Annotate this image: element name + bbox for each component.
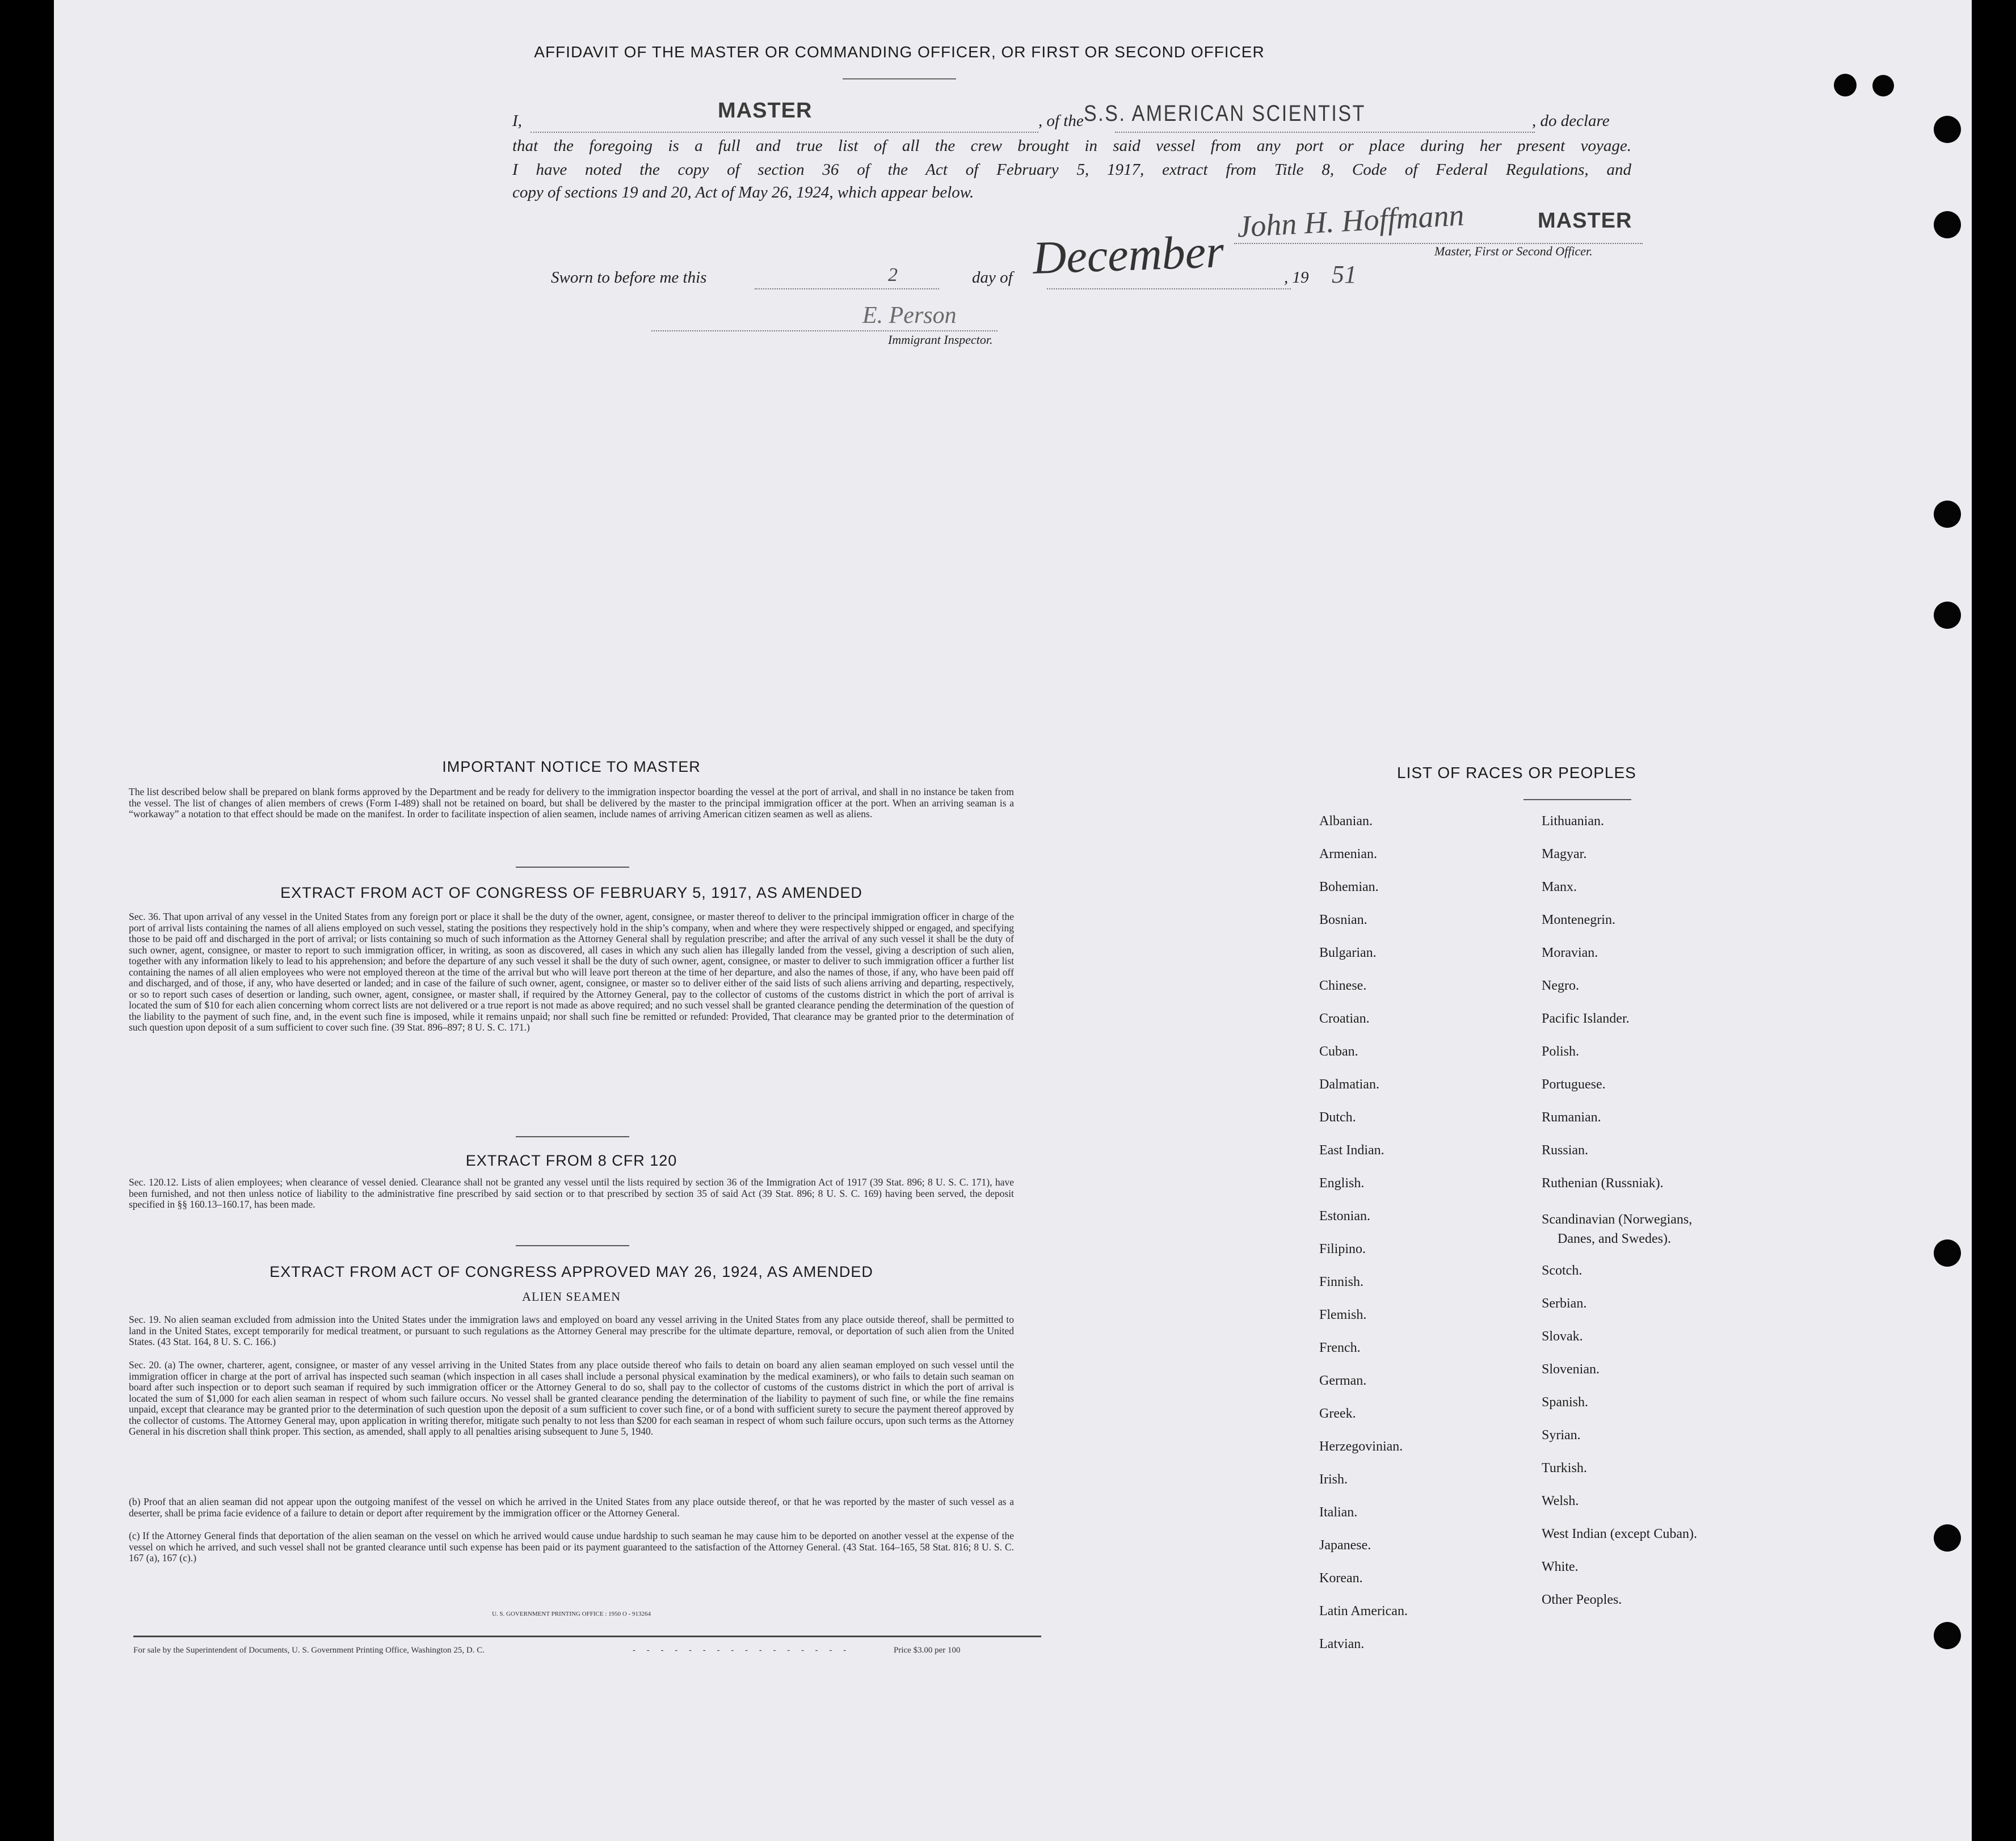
inspector-signature: E. Person bbox=[862, 302, 957, 329]
i-label: I, bbox=[512, 112, 522, 130]
race-item: Irish. bbox=[1319, 1472, 1348, 1487]
inspector-caption: Immigrant Inspector. bbox=[888, 333, 993, 347]
race-item: Scandinavian (Norwegians, bbox=[1542, 1212, 1693, 1227]
master-signature: John H. Hoffmann bbox=[1236, 197, 1465, 244]
race-item: English. bbox=[1319, 1176, 1365, 1191]
race-item: Spanish. bbox=[1542, 1395, 1589, 1410]
extract-cfr-body: Sec. 120.12. Lists of alien employees; when clearance of vessel denied. Clearance shall not be granted any vessel until the lists required by section 36 of the Immigration Act of 1917 (39 Stat. 896; 8 U. S. C. 171), have been furnished, and not then unless notice of liability to the administrative fine prescribed by said section or to that prescribed by section 35 of said Act (39 Stat. 896; 8 U. S. C. 169) having been served, the deposit specified in §§ 160.13–160.17, has been made. bbox=[129, 1176, 1014, 1210]
of-the-label: , of the bbox=[1038, 112, 1084, 130]
race-item: Lithuanian. bbox=[1542, 814, 1604, 829]
inspector-signature-line[interactable] bbox=[651, 327, 998, 331]
sec-20b-text: (b) Proof that an alien seaman did not appear upon the outgoing manifest of the vessel on which he arrived in the United States from any place outside thereof, or that he was reported by the master of such vessel as a deserter, shall be prima facie evidence of a failure to detain or deport after requirement by the immigration officer or the Attorney General. bbox=[129, 1496, 1014, 1519]
race-item: East Indian. bbox=[1319, 1143, 1384, 1158]
sec-20c-text: (c) If the Attorney General finds that deportation of the alien seaman on the vessel on which he arrived would cause undue hardship to such seaman he may cause him to be deported on another vessel at the expense of the vessel on which he arrived, and such vessel shall not be granted clearance until such expense has been paid or its payment guaranteed to the satisfaction of the Attorney General. (43 Stat. 164–165, 58 Stat. 816; 8 U. S. C. 167 (a), 167 (c).) bbox=[129, 1530, 1014, 1563]
race-item: German. bbox=[1319, 1373, 1367, 1388]
year-value: 51 bbox=[1332, 260, 1357, 288]
race-item: Greek. bbox=[1319, 1406, 1356, 1421]
race-item: Flemish. bbox=[1319, 1308, 1367, 1322]
race-item: Dalmatian. bbox=[1319, 1077, 1379, 1092]
race-item: Korean. bbox=[1319, 1571, 1363, 1586]
master-stamp: MASTER bbox=[1538, 209, 1632, 233]
race-item: Moravian. bbox=[1542, 945, 1598, 960]
notice-title: IMPORTANT NOTICE TO MASTER bbox=[442, 758, 701, 775]
race-item: Slovenian. bbox=[1542, 1362, 1600, 1377]
race-item: Estonian. bbox=[1319, 1209, 1370, 1224]
races-left-column bbox=[1319, 814, 1408, 1670]
punch-hole bbox=[1934, 602, 1961, 629]
punch-hole bbox=[1934, 501, 1961, 528]
race-item: White. bbox=[1542, 1560, 1579, 1574]
race-item: Latvian. bbox=[1319, 1637, 1365, 1651]
race-item: Finnish. bbox=[1319, 1275, 1364, 1289]
race-item: Albanian. bbox=[1319, 814, 1373, 829]
race-item: Armenian. bbox=[1319, 847, 1377, 861]
race-item: Slovak. bbox=[1542, 1329, 1583, 1344]
race-item: Filipino. bbox=[1319, 1242, 1366, 1256]
race-item: Portuguese. bbox=[1542, 1077, 1606, 1092]
declaration-line-2: that the foregoing is a full and true list of all the crew brought in said vessel from any port or place during her present voyage. bbox=[512, 137, 1631, 155]
punch-hole bbox=[1934, 116, 1961, 143]
race-item: French. bbox=[1319, 1340, 1361, 1355]
race-item: Pacific Islander. bbox=[1542, 1011, 1630, 1026]
alien-seamen-subtitle: ALIEN SEAMEN bbox=[522, 1289, 621, 1304]
day-of-label: day of bbox=[972, 268, 1013, 287]
extract-cfr-rule bbox=[516, 1245, 629, 1246]
punch-hole bbox=[1934, 211, 1961, 238]
race-item: Welsh. bbox=[1542, 1494, 1579, 1508]
race-item: Latin American. bbox=[1319, 1604, 1408, 1619]
race-item: Chinese. bbox=[1319, 978, 1367, 993]
extract-1917-rule bbox=[516, 1136, 629, 1137]
day-field[interactable] bbox=[755, 272, 939, 289]
notice-rule bbox=[516, 867, 629, 868]
race-item: Bohemian. bbox=[1319, 880, 1379, 894]
race-item: Ruthenian (Russniak). bbox=[1542, 1176, 1664, 1191]
race-item: Scotch. bbox=[1542, 1263, 1583, 1278]
printing-office: U. S. GOVERNMENT PRINTING OFFICE : 1950 O - 913264 bbox=[491, 1611, 651, 1617]
title-rule bbox=[843, 78, 956, 79]
race-item: Polish. bbox=[1542, 1044, 1580, 1059]
races-title: LIST OF RACES OR PEOPLES bbox=[1397, 764, 1636, 781]
ship-stamp: S.S. AMERICAN SCIENTIST bbox=[1084, 101, 1366, 126]
extract-1917-title: EXTRACT FROM ACT OF CONGRESS OF FEBRUARY 5, 1917, AS AMENDED bbox=[280, 884, 862, 901]
race-item: Cuban. bbox=[1319, 1044, 1358, 1059]
year-prefix: , 19 bbox=[1284, 268, 1309, 287]
punch-hole bbox=[1934, 1622, 1961, 1649]
form-sheet bbox=[54, 0, 1972, 1841]
race-item: Magyar. bbox=[1542, 847, 1587, 861]
master-caption: Master, First or Second Officer. bbox=[1434, 244, 1593, 258]
races-right-column bbox=[1542, 814, 1697, 1625]
race-item: Bosnian. bbox=[1319, 913, 1367, 927]
races-rule bbox=[1523, 799, 1631, 800]
affidavit-title: AFFIDAVIT OF THE MASTER OR COMMANDING OFFICER, OR FIRST OR SECOND OFFICER bbox=[534, 43, 1265, 61]
sec-19-text: Sec. 19. No alien seaman excluded from admission into the United States under the immigration laws and employed on board any vessel arriving in the United States from any place outside thereof, shall be permitted to land in the United States, except temporarily for medical treatment, or pursuant to such regulations as the Attorney General may prescribe for the ultimate departure, removal, or deportation of such alien from the United States. (43 Stat. 164, 8 U. S. C. 166.) bbox=[129, 1314, 1014, 1347]
race-item: Italian. bbox=[1319, 1505, 1358, 1520]
race-item: Croatian. bbox=[1319, 1011, 1370, 1026]
race-item: Negro. bbox=[1542, 978, 1579, 993]
race-item: Danes, and Swedes). bbox=[1558, 1231, 1671, 1246]
punch-hole bbox=[1872, 75, 1894, 96]
race-item: Montenegrin. bbox=[1542, 913, 1615, 927]
sec-20a-text: Sec. 20. (a) The owner, charterer, agent, consignee, or master of any vessel arriving in the United States from any place outside thereof who fails to detain on board any alien seaman employed on such vessel until the immigration officer in charge at the port of arrival has inspected such seaman (which inspection in all cases shall include a personal physical examination by the medical examiners), or who fails to detain such seaman on board after such inspection or to deport such seaman if required by such immigration officer or the Attorney General to do so, shall pay to the collector of customs of the customs district in which the port of arrival is located the sum of $1,000 for each alien seaman in respect of whom such failure occurs. No vessel shall be granted clearance pending the determination of the liability to payment of such fine, or while the fine remains unpaid, except that clearance may be granted prior to the determination of such question upon the deposit of a sum sufficient to cover such fine, or of a bond with sufficient surety to secure the payment thereof approved by the collector of customs. The Attorney General may, upon application in writing therefor, mitigate such penalty to not less than $200 for each seaman in respect of whom such failure occurs, upon such terms as the Attorney General in his discretion shall think proper. This section, as amended, shall apply to all penalties arising subsequent to June 5, 1940. bbox=[129, 1359, 1014, 1437]
race-item: Syrian. bbox=[1542, 1428, 1581, 1443]
race-item: Rumanian. bbox=[1542, 1110, 1601, 1125]
day-value: 2 bbox=[888, 264, 898, 285]
race-item: Bulgarian. bbox=[1319, 945, 1377, 960]
declaration-line-3: I have noted the copy of section 36 of the Act of February 5, 1917, extract from Title 8, Code of Federal Regulations, and bbox=[512, 161, 1631, 179]
sale-note: For sale by the Superintendent of Documents, U. S. Government Printing Office, Washington 25, D. C. bbox=[133, 1646, 485, 1655]
notice-body: The list described below shall be prepared on blank forms approved by the Department and be ready for delivery to the immigration inspector boarding the vessel at the port of arrival, and shall in no instance be taken from the vessel. The list of changes of alien members of crews (Form I-489) shall not be retained on board, but shall be delivered by the master to the principal immigration officer at the port. When an arriving seaman is a “workaway” a notation to that effect should be made on the manifest. In order to facilitate inspection of alien seamen, include names of arriving American citizen seamen as well as aliens. bbox=[129, 786, 1014, 819]
footer-dashes: - - - - - - - - - - - - - - - - bbox=[633, 1646, 851, 1655]
punch-hole bbox=[1834, 74, 1857, 96]
extract-1917-body: Sec. 36. That upon arrival of any vessel in the United States from any foreign port or place it shall be the duty of the owner, agent, consignee, or master thereof to deliver to the principal immigration officer in charge of the port of arrival lists containing the names of all aliens employed on such vessel, stating the positions they respectively hold in the ship’s company, when and where they were respectively shipped or engaged, and specifying those to be paid off and discharged in the port of arrival; or lists containing so much of such information as the Attorney General shall by regulation prescribe; and after the arrival of any such vessel it shall be the duty of such owner, agent, consignee, or master to report to such immigration officer, in writing, as soon as discovered, all cases in which any such alien has illegally landed from the vessel, giving a description of such alien, together with any information likely to lead to his apprehension; and before the departure of any such vessel it shall be the duty of such owner, agent, consignee, or master to deliver to such immigration officer a further list containing the names of all alien employees who were not employed thereon at the time of the arrival but who will leave port thereon at the time of her departure, and also the names of those, if any, who have been paid off and discharged, and of those, if any, who have deserted or landed; and in case of the failure of such owner, agent, consignee, or master so to deliver either of the said lists of such aliens arriving and departing, respectively, or so to report such cases of desertion or landing, such owner, agent, consignee, or master shall, if required by the Attorney General, pay to the collector of customs of the customs district in which the port of arrival is located the sum of $10 for each alien concerning whom correct lists are not delivered or a true report is not made as above required; and no such vessel shall be granted clearance pending the determination of the question of the liability to the payment of such fine, and, in the event such fine is imposed, while it remains unpaid; nor shall such fine be remitted or refunded: Provided, That clearance may be granted prior to the determination of such question upon deposit of a sum sufficient to cover such fine. (39 Stat. 896–897; 8 U. S. C. 171.) bbox=[129, 911, 1014, 1033]
do-declare-label: , do declare bbox=[1532, 112, 1610, 130]
race-item: West Indian (except Cuban). bbox=[1542, 1527, 1697, 1541]
extract-cfr-title: EXTRACT FROM 8 CFR 120 bbox=[465, 1152, 677, 1169]
race-item: Other Peoples. bbox=[1542, 1592, 1622, 1607]
race-item: Serbian. bbox=[1542, 1296, 1587, 1311]
rank-stamp: MASTER bbox=[718, 99, 813, 123]
race-item: Russian. bbox=[1542, 1143, 1589, 1158]
race-item: Turkish. bbox=[1542, 1461, 1587, 1476]
punch-hole bbox=[1934, 1524, 1961, 1552]
sworn-label: Sworn to before me this bbox=[551, 268, 707, 287]
extract-1924-title: EXTRACT FROM ACT OF CONGRESS APPROVED MAY 26, 1924, AS AMENDED bbox=[270, 1263, 873, 1280]
master-signature-line[interactable] bbox=[1234, 237, 1643, 244]
price-note: Price $3.00 per 100 bbox=[894, 1646, 961, 1655]
race-item: Dutch. bbox=[1319, 1110, 1356, 1125]
race-item: Manx. bbox=[1542, 880, 1577, 894]
punch-hole bbox=[1934, 1239, 1961, 1267]
declaration-line-4: copy of sections 19 and 20, Act of May 26, 1924, which appear below. bbox=[512, 183, 974, 201]
race-item: Japanese. bbox=[1319, 1538, 1371, 1553]
month-value: December bbox=[1032, 225, 1225, 284]
race-item: Herzegovinian. bbox=[1319, 1439, 1403, 1454]
footer-rule bbox=[133, 1636, 1041, 1637]
